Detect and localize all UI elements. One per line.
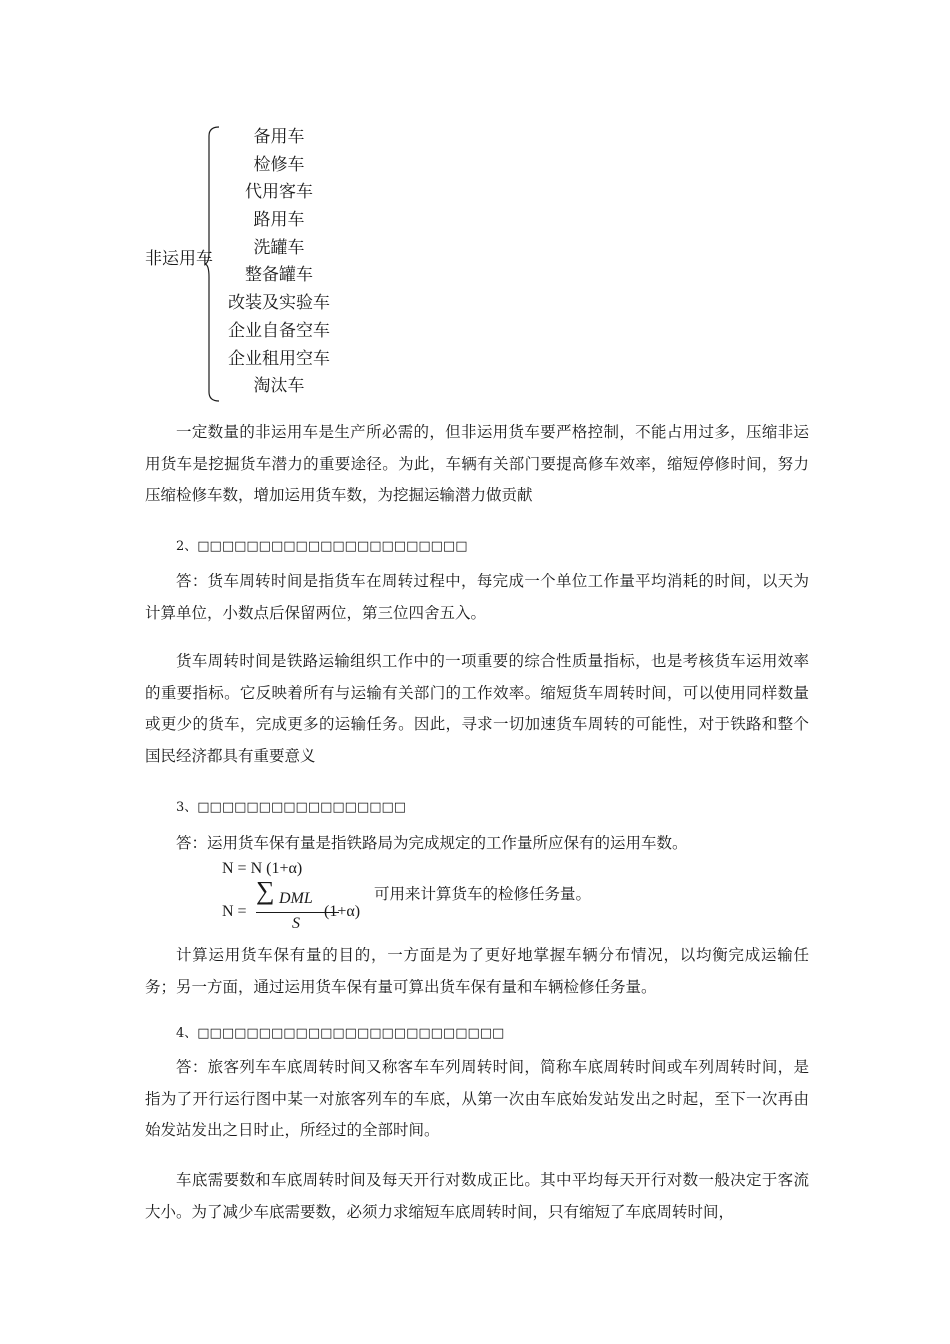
- classification-list: [218, 124, 340, 401]
- formula-line-1: N = N (1+α): [222, 860, 303, 877]
- answer-4: 答：旅客列车车底周转时间又称客车车列周转时间，简称车底周转时间或车列周转时间，是指为了开行运行图中某一对旅客列车的车底，从第一次由车底始发站发出之时起，至下一次再由始发站发出之日时止，所经过的全部时间。: [145, 1058, 809, 1139]
- answer-3-detail: 计算运用货车保有量的目的，一方面是为了更好地掌握车辆分布情况，以均衡完成运输任务；另一方面，通过运用货车保有量可算出货车保有量和车辆检修任务量。: [145, 946, 809, 996]
- classification-label: 非运用车: [145, 249, 213, 269]
- list-item: 路用车: [253, 210, 305, 231]
- list-item: 洗罐车: [253, 237, 305, 258]
- sigma-symbol: ∑: [256, 876, 275, 905]
- answer-2: 答：货车周转时间是指货车在周转过程中，每完成一个单位工作量平均消耗的时间，以天为计算单位，小数点后保留两位，第三位四舍五入。: [145, 572, 809, 622]
- formula-note: 可用来计算货车的检修任务量。: [374, 885, 592, 903]
- formula-numerator: DML: [279, 890, 313, 907]
- list-item: 企业自备空车: [228, 320, 330, 341]
- list-item: 企业租用空车: [228, 348, 330, 369]
- list-item: 检修车: [253, 154, 305, 175]
- formula-denominator: S: [292, 915, 300, 932]
- question-3: 3、□□□□□□□□□□□□□□□□□: [176, 800, 407, 815]
- list-item: 备用车: [253, 127, 305, 147]
- formula-line-2-right: (1+α): [324, 903, 361, 920]
- list-item: 淘汰车: [253, 376, 305, 397]
- question-4: 4、□□□□□□□□□□□□□□□□□□□□□□□□□: [176, 1026, 505, 1041]
- formula-block: [222, 860, 642, 940]
- list-item: 整备罐车: [245, 265, 313, 286]
- list-item: 代用客车: [245, 182, 313, 203]
- answer-3: 答：运用货车保有量是指铁路局为完成规定的工作量所应保有的运用车数。: [176, 834, 688, 852]
- answer-4-detail: 车底需要数和车底周转时间及每天开行对数成正比。其中平均每天开行对数一般决定于客流大小。为了减少车底需要数，必须力求缩短车底周转时间，只有缩短了车底周转时间，: [145, 1171, 809, 1221]
- paragraph-non-operating-cars: 一定数量的非运用车是生产所必需的，但非运用货车要严格控制，不能占用过多，压缩非运用货车是挖掘货车潜力的重要途径。为此，车辆有关部门要提高修车效率，缩短停修时间，努力压缩检修车数，增加运用货车数，为挖掘运输潜力做贡献: [145, 423, 809, 504]
- formula-line-2-left: N =: [222, 903, 247, 920]
- list-item: 改装及实验车: [228, 293, 330, 314]
- answer-2-detail: 货车周转时间是铁路运输组织工作中的一项重要的综合性质量指标，也是考核货车运用效率的重要指标。它反映着所有与运输有关部门的工作效率。缩短货车周转时间，可以使用同样数量或更少的货车，完成更多的运输任务。因此，寻求一切加速货车周转的可能性，对于铁路和整个国民经济都具有重要意义: [145, 652, 809, 765]
- question-2: 2、□□□□□□□□□□□□□□□□□□□□□□: [176, 539, 468, 554]
